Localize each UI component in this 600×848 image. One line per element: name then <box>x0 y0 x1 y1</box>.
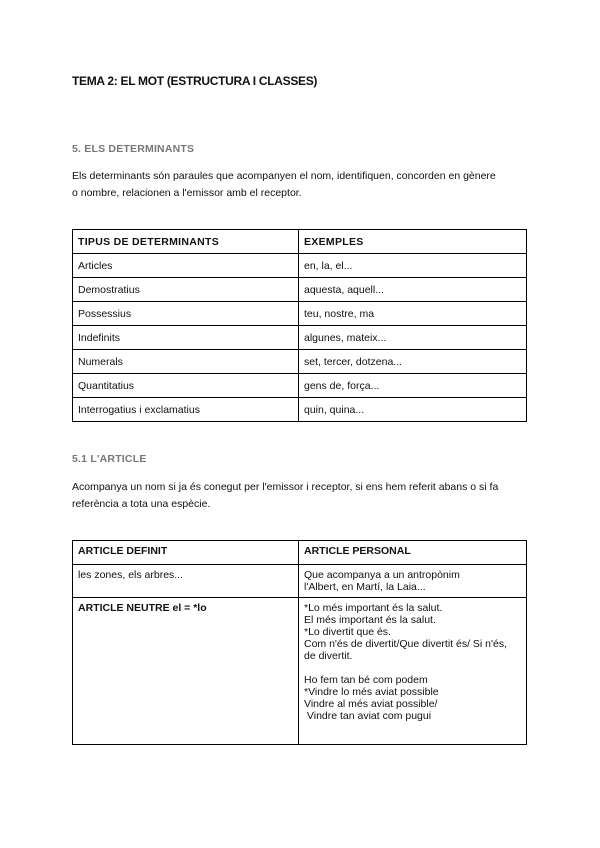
table-header-cell: TIPUS DE DETERMINANTS <box>73 230 299 254</box>
intro-line: o nombre, relacionen a l'emissor amb el receptor. <box>72 187 302 199</box>
table-row <box>73 565 527 598</box>
table-row <box>73 350 527 374</box>
table-cell: Demostratius <box>73 278 299 302</box>
cell-line: l'Albert, en Martí, la Laia... <box>304 581 426 593</box>
table-cell: aquesta, aquell... <box>299 278 527 302</box>
table-cell: Quantitatius <box>73 374 299 398</box>
cell-line: Que acompanya a un antropònim <box>304 569 460 581</box>
cell-line: El més important és la salut. <box>304 614 436 626</box>
table-header-row <box>73 230 527 254</box>
cell-line: *Lo més important és la salut. <box>304 602 443 614</box>
cell-line: Com n'és de divertit/Que divertit és/ Si n'és, <box>304 638 508 650</box>
cell-line: Vindre tan aviat com pugui <box>304 710 432 722</box>
table-cell: les zones, els arbres... <box>73 565 299 598</box>
line-gap <box>304 662 521 674</box>
table-header-cell: ARTICLE DEFINIT <box>73 541 299 565</box>
cell-line: *Vindre lo més aviat possible <box>304 686 439 698</box>
table-header-cell: ARTICLE PERSONAL <box>299 541 527 565</box>
article-table <box>72 540 527 745</box>
intro-line: Els determinants són paraules que acompanyen el nom, identifiquen, concorden en gènere <box>72 170 496 182</box>
section-heading-article: 5.1 L'ARTICLE <box>72 453 147 465</box>
table-cell <box>299 565 527 598</box>
intro-line: Acompanya un nom si ja és conegut per l'emissor i receptor, si ens hem referit abans o si fa <box>72 481 499 493</box>
table-cell: Articles <box>73 254 299 278</box>
table-row <box>73 374 527 398</box>
table-cell: teu, nostre, ma <box>299 302 527 326</box>
intro-line: referència a tota una espècie. <box>72 498 211 510</box>
cell-line: Vindre al més aviat possible/ <box>304 698 438 710</box>
section-intro-article <box>72 479 532 513</box>
table-cell: quin, quina... <box>299 398 527 422</box>
table-cell: en, la, el... <box>299 254 527 278</box>
table-header-cell: EXEMPLES <box>299 230 527 254</box>
cell-line: de divertit. <box>304 650 353 662</box>
table-row <box>73 254 527 278</box>
table-row <box>73 302 527 326</box>
section-heading-determinants: 5. ELS DETERMINANTS <box>72 143 195 155</box>
table-cell: Numerals <box>73 350 299 374</box>
determinants-table <box>72 229 527 422</box>
table-cell: Interrogatius i exclamatius <box>73 398 299 422</box>
table-cell <box>299 598 527 745</box>
table-cell: gens de, força... <box>299 374 527 398</box>
table-cell: algunes, mateix... <box>299 326 527 350</box>
table-row <box>73 278 527 302</box>
table-cell: set, tercer, dotzena... <box>299 350 527 374</box>
table-row <box>73 326 527 350</box>
table-cell: Indefinits <box>73 326 299 350</box>
page-title: TEMA 2: EL MOT (ESTRUCTURA I CLASSES) <box>72 74 318 88</box>
table-cell: ARTICLE NEUTRE el = *lo <box>73 598 299 745</box>
cell-line: Ho fem tan bé com podem <box>304 674 428 686</box>
table-header-row <box>73 541 527 565</box>
cell-line: *Lo divertit que és. <box>304 626 391 638</box>
section-intro-determinants <box>72 168 532 202</box>
table-row <box>73 598 527 745</box>
table-cell: Possessius <box>73 302 299 326</box>
table-row <box>73 398 527 422</box>
